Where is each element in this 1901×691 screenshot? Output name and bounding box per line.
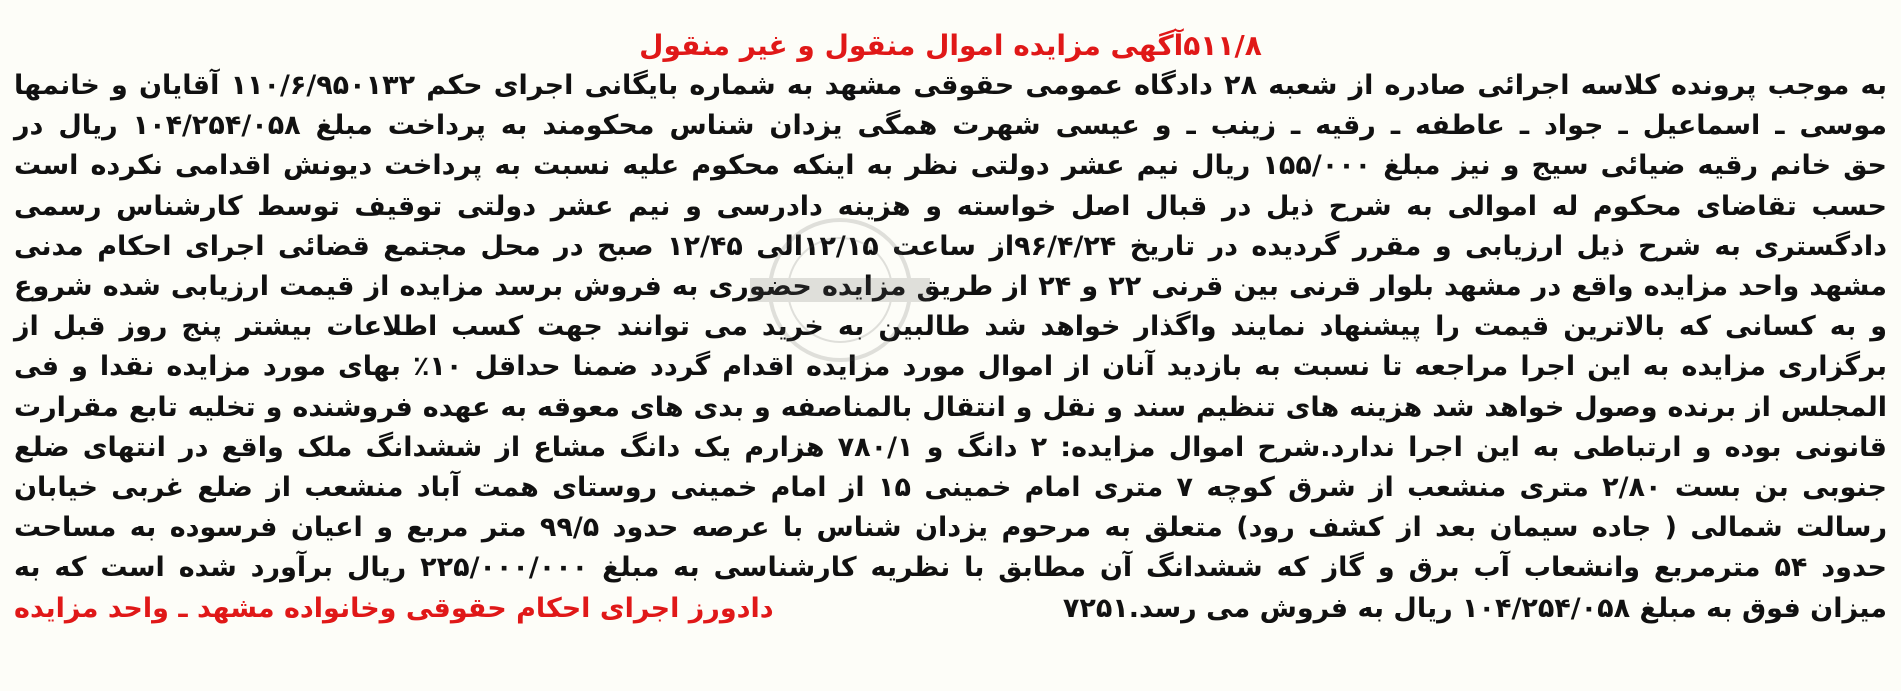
notice-line: حسب تقاضای محکوم له اموالی به شرح ذیل در قبال اصل خواسته و هزینه دادرسی و نیم عشر دولتی توقیف توسط کارشناس رسمی [14,190,1887,222]
notice-line: موسی ـ اسماعیل ـ جواد ـ عاطفه ـ رقیه ـ زینب ـ و عیسی شهرت همگی یزدان شناس محکومند به پرداخت مبلغ ۱۰۴/۲۵۴/۰۵۸ ریال در [14,110,1887,142]
notice-line: جنوبی بن بست ۲/۸۰ متری منشعب از شرق کوچه ۷ متری امام خمینی ۱۵ از امام خمینی روستای همت آباد منشعب از ضلع غربی خیابان [14,472,1888,504]
notice-line: مشهد واحد مزایده واقع در مشهد بلوار قرنی بین قرنی ۲۲ و ۲۴ از طریق مزایده حضوری به فروش برسد مزایده از قیمت ارزیابی شده شروع [14,271,1887,303]
notice-line: حدود ۵۴ مترمربع وانشعاب آب برق و گاز که ششدانگ آن مطابق با نظریه کارشناسی به مبلغ ۲۲۵/۰۰۰/۰۰۰ ریال برآورد شده است که به [14,552,1888,584]
notice-line: حق خانم رقیه ضیائی سیج و نیز مبلغ ۱۵۵/۰۰۰ ریال نیم عشر دولتی نظر به اینکه محکوم علیه نسبت به پرداخت دیونش اقدامی نکرده است [14,150,1887,182]
notice-line: قانونی بوده و ارتباطی به این اجرا ندارد.شرح اموال مزایده: ۲ دانگ و ۷۸۰/۱ هزارم یک دانگ مشاع از ششدانگ ملک واقع در انتهای ضلع [14,431,1887,463]
notice-signature: دادورز اجرای احکام حقوقی وخانواده مشهد ـ واحد مزایده [14,592,774,624]
notice-last-line [14,589,1887,629]
notice-line: و به کسانی که بالاترین قیمت را پیشنهاد نمایند واگذار خواهد شد طالبین به خرید می توانند جهت کسب اطلاعات بیشتر پنج روز قبل از [14,311,1887,343]
notice-body [14,66,1887,629]
notice-line: دادگستری به شرح ذیل ارزیابی و مقرر گردیده در تاریخ ۹۶/۴/۲۴از ساعت ۱۲/۱۵الی ۱۲/۴۵ صبح در محل مجتمع قضائی اجرای احکام مدنی [14,230,1888,262]
notice-line: برگزاری مزایده به این اجرا مراجعه تا نسبت به بازدید آنان از اموال مورد مزایده اقدام گردد ضمنا حداقل ۱۰٪ بهای مورد مزایده نقدا و فی [14,351,1887,383]
notice-line: رسالت شمالی ( جاده سیمان بعد از کشف رود) متعلق به مرحوم یزدان شناس با عرصه حدود ۹۹/۵ متر مربع و اعیان فرسوده به مساحت [14,512,1888,544]
notice-closing-text: میزان فوق به مبلغ ۱۰۴/۲۵۴/۰۵۸ ریال به فروش می رسد.۷۲۵۱ [1062,592,1887,624]
notice-title: ۵۱۱/۸آگهی مزایده اموال منقول و غیر منقول [639,29,1262,62]
notice-line: به موجب پرونده کلاسه اجرائی صادره از شعبه ۲۸ دادگاه عمومی حقوقی مشهد به شماره بایگانی اجرای حکم ۱۱۰/۶/۹۵۰۱۳۲ آقایان و خانمها [14,70,1888,101]
notice-line: المجلس از برنده وصول خواهد شد هزینه های تنظیم سند و نقل و انتقال بالمناصفه و بدی های معوقه به عهده فروشنده و تخلیه تابع مقرارت [14,391,1887,423]
